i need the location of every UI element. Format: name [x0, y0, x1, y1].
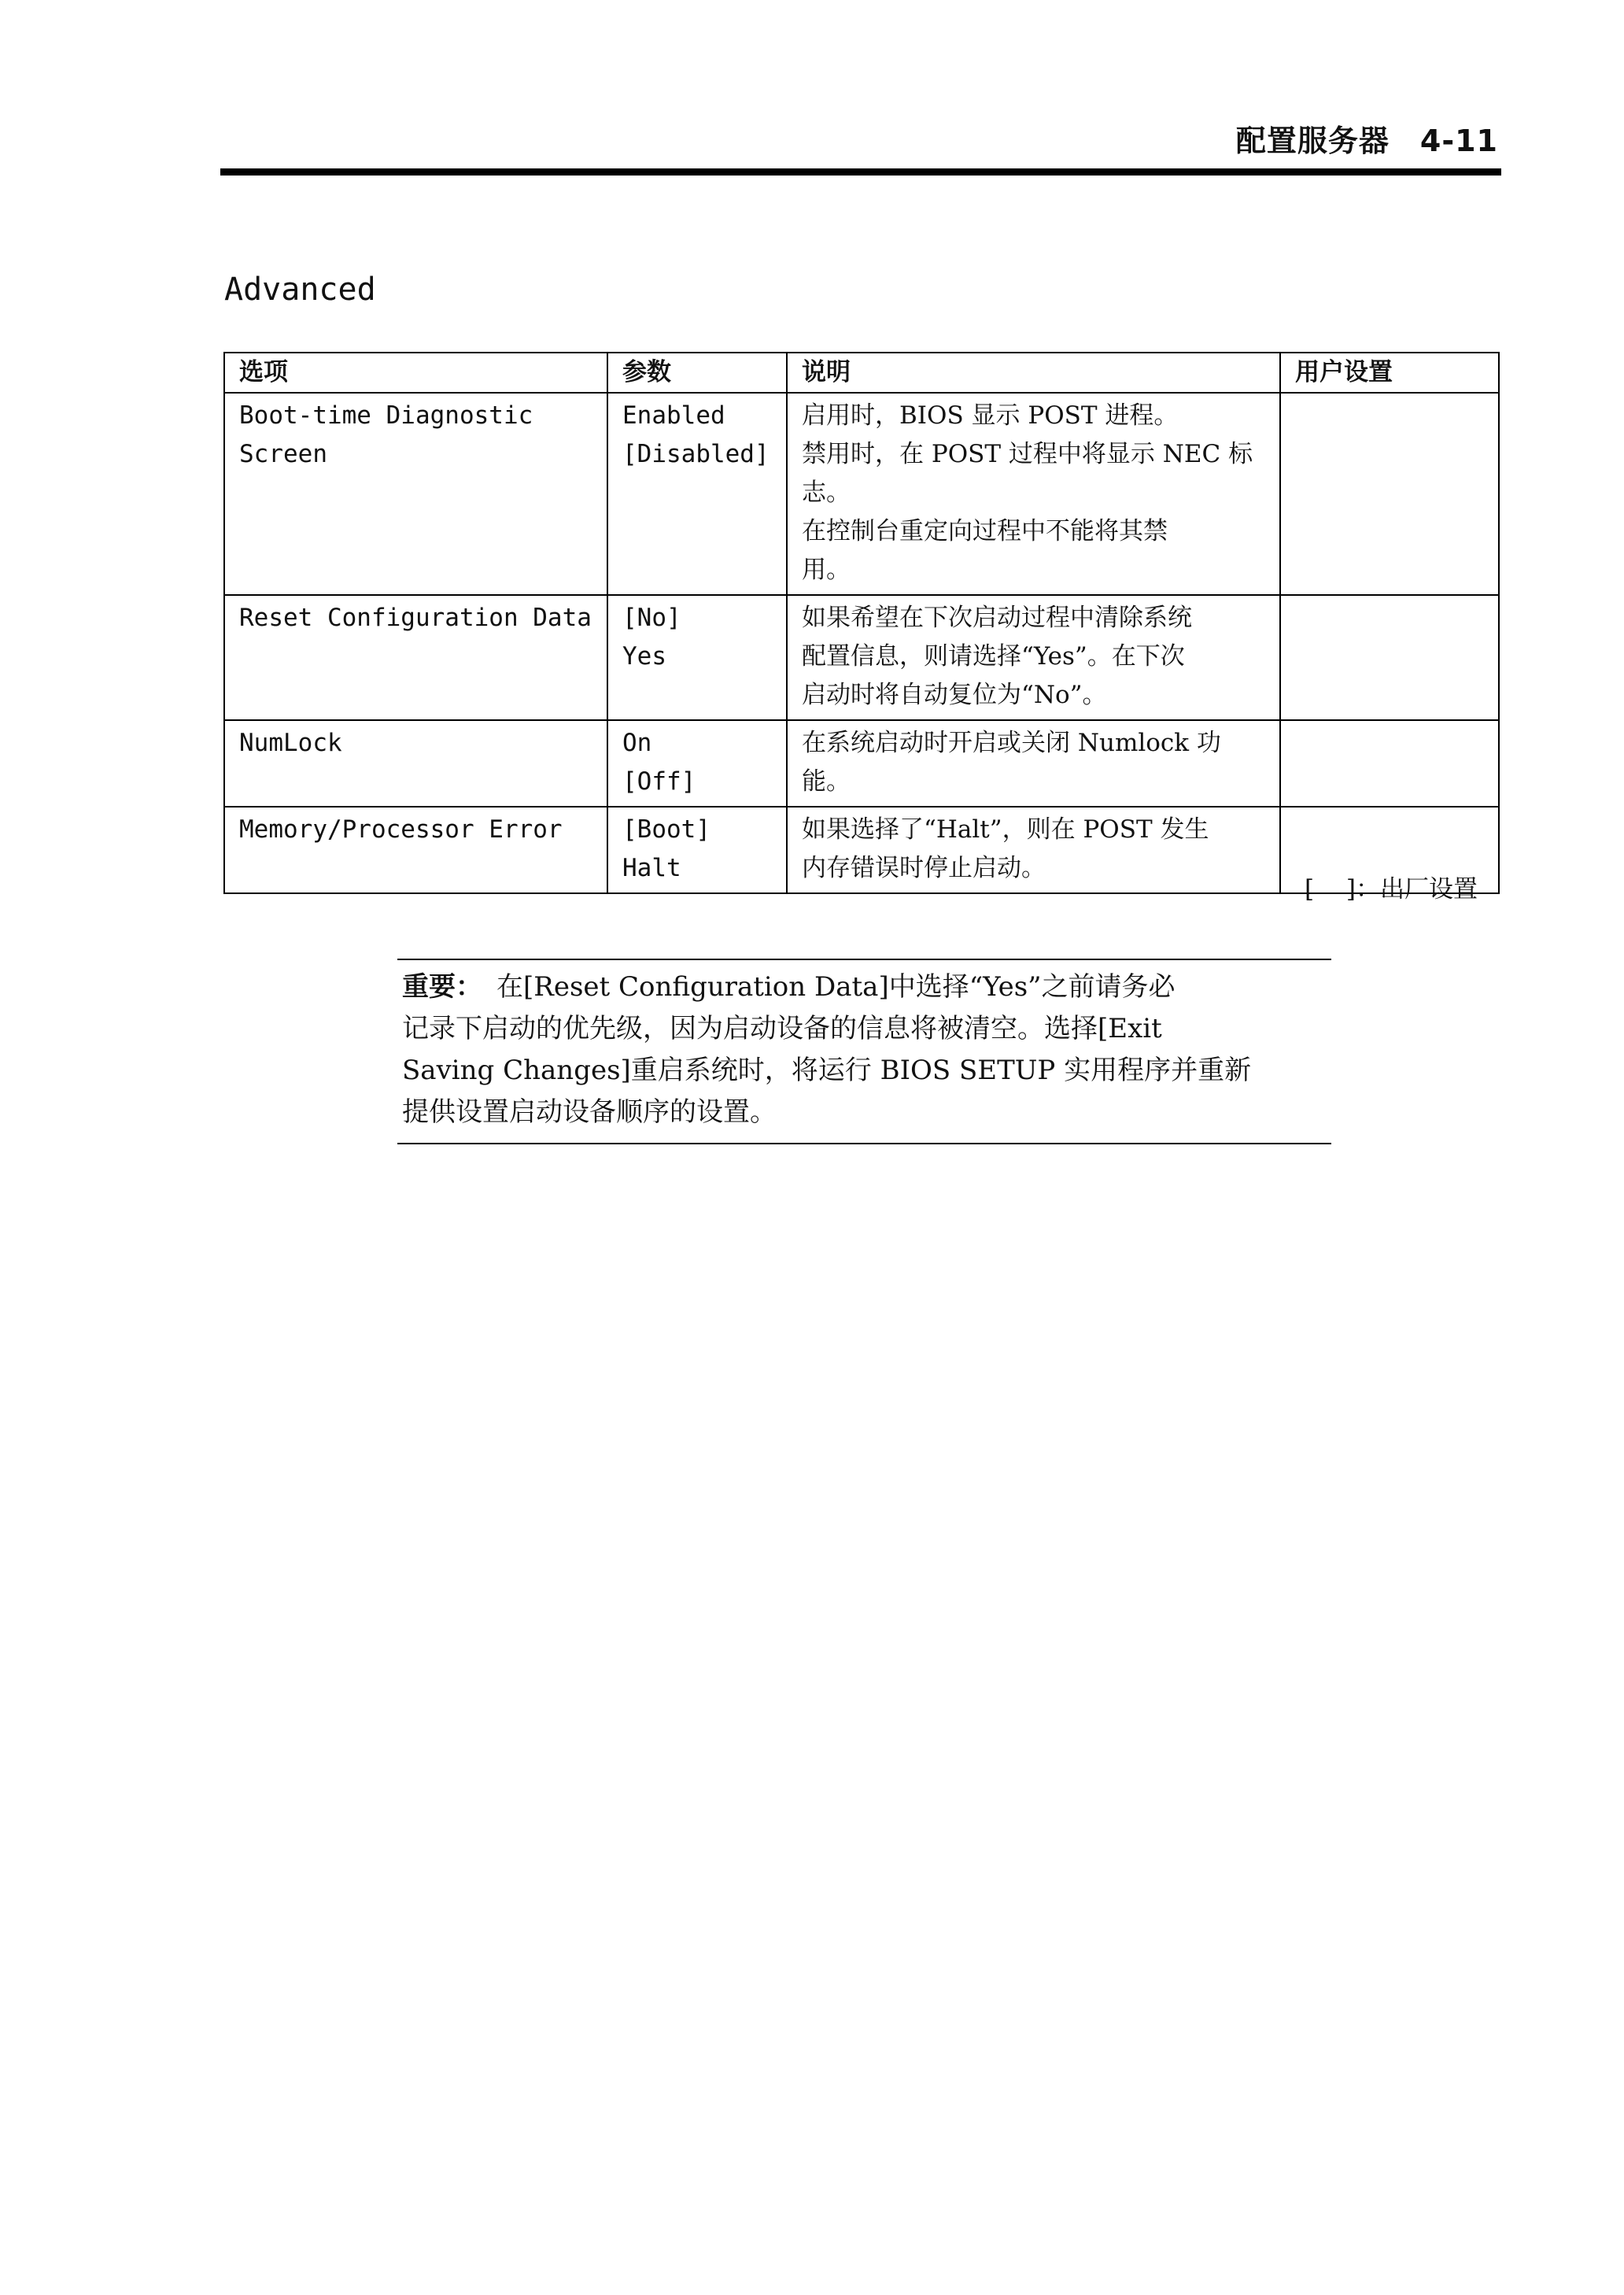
option-text: Boot-time Diagnostic: [239, 401, 533, 430]
option-cell: [224, 595, 607, 720]
description-line: 禁用时，在 POST 过程中将显示 NEC 标: [802, 440, 1253, 468]
option-text: Screen: [239, 440, 327, 468]
user-setting-cell: [1280, 720, 1499, 807]
factory-default-footnote: [ ]：出厂设置: [1304, 875, 1478, 904]
column-header-params: 参数: [607, 353, 787, 393]
param-value: [Off]: [622, 767, 696, 796]
note-line: Saving Changes]重启系统时，将运行 BIOS SETUP 实用程序并重新: [402, 1055, 1252, 1086]
description-line: 如果选择了“Halt”，则在 POST 发生: [802, 815, 1209, 844]
description-cell: [787, 807, 1280, 893]
param-value: Halt: [622, 854, 681, 882]
param-value: On: [622, 729, 652, 757]
column-header-description: 说明: [787, 353, 1280, 393]
section-title: Advanced: [224, 272, 376, 308]
option-cell: [224, 393, 607, 595]
description-line: 志。: [802, 479, 851, 507]
option-cell: [224, 720, 607, 807]
note-line: 记录下启动的优先级，因为启动设备的信息将被清空。选择[Exit: [402, 1013, 1162, 1044]
description-line: 启用时，BIOS 显示 POST 进程。: [802, 401, 1179, 430]
description-cell: [787, 720, 1280, 807]
param-value: Yes: [622, 642, 666, 671]
description-line: 配置信息，则请选择“Yes”。在下次: [802, 642, 1185, 671]
param-value: Enabled: [622, 401, 725, 430]
params-cell: [607, 595, 787, 720]
important-note: [397, 959, 1331, 1144]
user-setting-cell: [1280, 595, 1499, 720]
description-line: 在系统启动时开启或关闭 Numlock 功: [802, 729, 1221, 757]
description-line: 如果希望在下次启动过程中清除系统: [802, 604, 1192, 632]
table-row: [224, 595, 1499, 720]
note-line: [402, 966, 1327, 1008]
table-row: [224, 393, 1499, 595]
option-text: Reset Configuration Data: [239, 604, 592, 632]
note-text: 在[Reset Configuration Data]中选择“Yes”之前请务必: [496, 971, 1176, 1003]
description-line: 在控制台重定向过程中不能将其禁: [802, 517, 1168, 545]
description-cell: [787, 595, 1280, 720]
header-rule: [220, 168, 1501, 176]
description-line: 用。: [802, 556, 851, 584]
param-value: [Boot]: [622, 815, 710, 844]
params-cell: [607, 807, 787, 893]
params-cell: [607, 720, 787, 807]
description-line: 内存错误时停止启动。: [802, 854, 1046, 882]
table-row: [224, 720, 1499, 807]
description-line: 能。: [802, 767, 851, 796]
params-cell: [607, 393, 787, 595]
advanced-settings-table: [223, 352, 1500, 894]
table-header-row: [224, 353, 1499, 393]
description-cell: [787, 393, 1280, 595]
note-line: 提供设置启动设备顺序的设置。: [402, 1096, 777, 1128]
option-text: NumLock: [239, 729, 342, 757]
option-cell: [224, 807, 607, 893]
page-header-title: 配置服务器 4-11: [1235, 124, 1498, 158]
param-value: [Disabled]: [622, 440, 770, 468]
column-header-user-setting: 用户设置: [1280, 353, 1499, 393]
description-line: 启动时将自动复位为“No”。: [802, 681, 1107, 709]
note-label: 重要：: [402, 971, 482, 1003]
user-setting-cell: [1280, 393, 1499, 595]
option-text: Memory/Processor Error: [239, 815, 563, 844]
column-header-option: 选项: [224, 353, 607, 393]
param-value: [No]: [622, 604, 681, 632]
